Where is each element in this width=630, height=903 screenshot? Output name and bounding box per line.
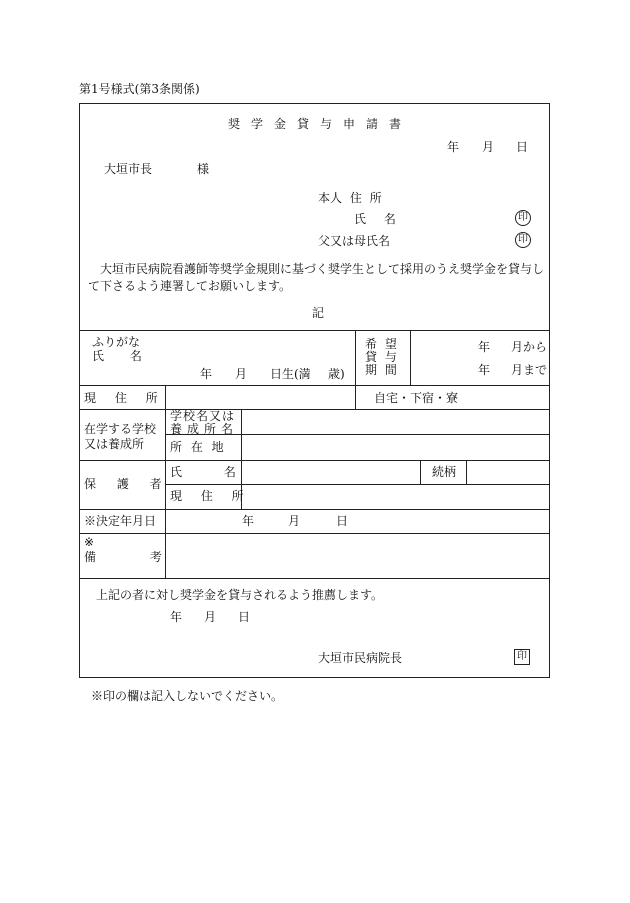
- director-seal-icon: 印: [514, 649, 530, 665]
- remarks-label: 備 考: [84, 550, 162, 564]
- current-address-label: 現 住 所: [84, 391, 158, 405]
- rule: [79, 409, 550, 410]
- guardian-name-label: 氏 名: [170, 465, 236, 479]
- date-year: 年: [447, 140, 460, 154]
- rule: [165, 484, 550, 485]
- decision-month: 月: [288, 514, 301, 528]
- rule: [79, 460, 550, 461]
- period-to-text: 月まで: [511, 363, 548, 377]
- period-from-text: 月から: [511, 340, 548, 354]
- recommend-day: 日: [238, 610, 251, 624]
- guardian-label: 保 護 者: [84, 477, 162, 491]
- addressee-honorific: 様: [197, 162, 210, 176]
- rule: [355, 330, 356, 409]
- rule: [79, 578, 550, 579]
- rule: [79, 385, 550, 386]
- school-name-label-1: 学校名又は: [170, 409, 236, 423]
- name-label: 氏 名: [92, 349, 142, 363]
- period-from-year: 年: [478, 340, 491, 354]
- birth-year: 年: [200, 367, 213, 381]
- decision-day: 日: [336, 514, 349, 528]
- rule: [79, 533, 550, 534]
- school-label-1: 在学する学校: [84, 422, 157, 436]
- rule: [79, 509, 550, 510]
- form-title: 奨学金貸与申請書: [228, 117, 413, 131]
- director-label: 大垣市民病院長: [318, 651, 403, 665]
- school-location-label: 所 在 地: [170, 440, 224, 454]
- ki-label: 記: [312, 306, 325, 320]
- rule: [165, 385, 166, 578]
- period-to-year: 年: [478, 363, 491, 377]
- rule: [420, 460, 421, 484]
- recommend-year: 年: [170, 610, 183, 624]
- guardian-address-label: 現 住 所: [170, 489, 244, 503]
- applicant-seal-icon: 印: [515, 210, 531, 226]
- rule: [79, 330, 550, 331]
- desired-period-3: 期 間: [365, 363, 397, 377]
- desired-period-2: 貸 与: [365, 350, 397, 364]
- relation-label: 続柄: [432, 465, 457, 479]
- parent-name-label: 父又は母氏名: [318, 234, 391, 248]
- applicant-address-label: 本人 住 所: [318, 191, 382, 205]
- date-day: 日: [516, 140, 529, 154]
- decision-year: 年: [242, 514, 255, 528]
- date-month: 月: [482, 140, 495, 154]
- parent-seal-icon: 印: [515, 232, 531, 248]
- rule: [410, 330, 411, 385]
- birth-age: 歳): [328, 367, 345, 381]
- furigana-label: ふりがな: [92, 335, 141, 349]
- birth-day: 日生(満: [270, 367, 311, 381]
- request-paragraph: 大垣市民病院看護師等奨学金規則に基づく奨学生として採用のうえ奨学金を貸与して下さるよう連署してお願いします。: [88, 262, 545, 293]
- applicant-name-label: 氏 名: [354, 212, 396, 226]
- rule: [466, 460, 467, 484]
- form-number: 第1号様式(第3条関係): [79, 82, 200, 96]
- birth-month: 月: [235, 367, 248, 381]
- decision-date-label: ※決定年月日: [84, 514, 157, 528]
- desired-period-1: 希 望: [365, 337, 397, 351]
- school-name-label-2: 養成所名: [170, 422, 239, 436]
- school-label-2: 又は養成所: [84, 437, 145, 451]
- footnote: ※印の欄は記入しないでください。: [91, 689, 284, 703]
- addressee-name: 大垣市長: [104, 162, 153, 176]
- recommend-text: 上記の者に対し奨学金を貸与されるよう推薦します。: [96, 588, 384, 602]
- housing-options: 自宅・下宿・寮: [374, 391, 459, 405]
- recommend-month: 月: [204, 610, 217, 624]
- remarks-mark: ※: [84, 535, 95, 549]
